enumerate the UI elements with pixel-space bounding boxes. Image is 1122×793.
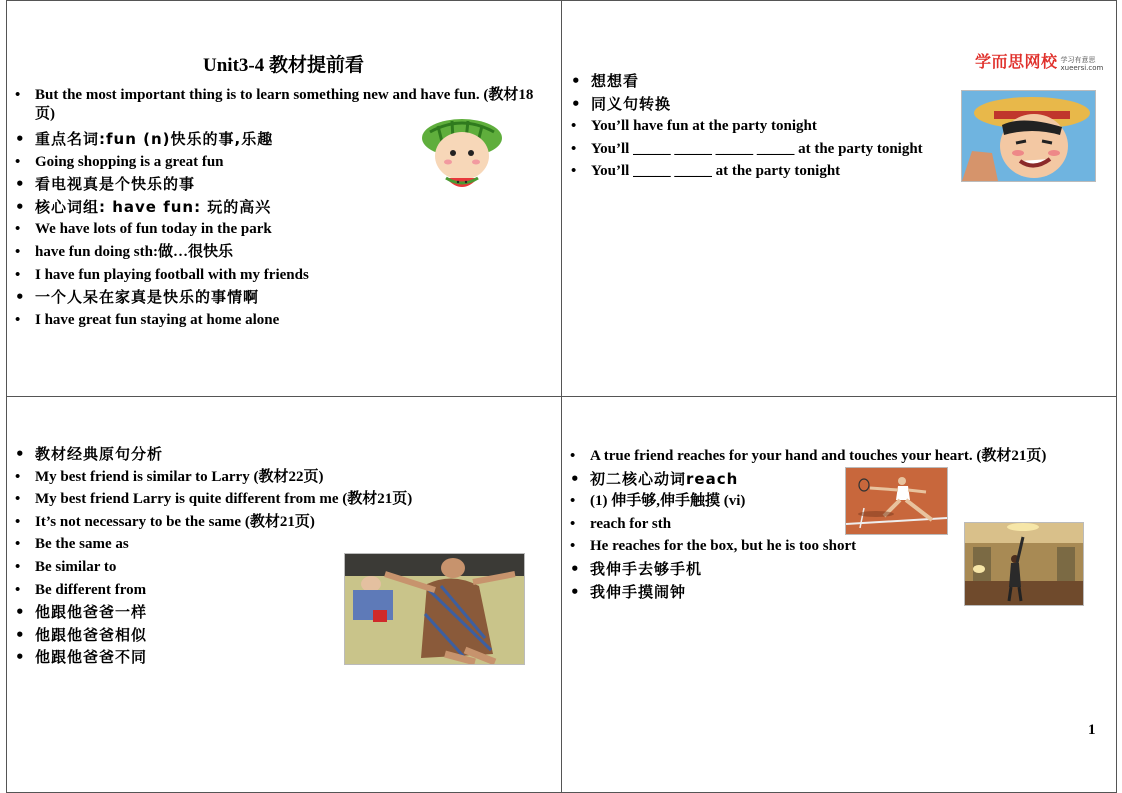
- page-number: 1: [1088, 722, 1096, 738]
- bullet-item: • 初二核心动词reach: [570, 468, 1090, 491]
- bullet-item: • My best friend is similar to Larry (教材22页): [15, 466, 545, 489]
- logo-text: 学而思网校: [975, 52, 1058, 71]
- bullet-item: • Be similar to: [15, 556, 545, 579]
- slide-title: Unit3-4 教材提前看: [203, 55, 364, 76]
- bullet-item: • You’ll _____ _____ at the party tonight: [571, 160, 961, 183]
- bullet-item: • Going shopping is a great fun: [15, 151, 535, 174]
- logo-subtext: [1061, 56, 1104, 72]
- bullet-item: • reach for sth: [570, 513, 1090, 536]
- bullet-item: • 核心词组: have fun: 玩的高兴: [15, 196, 535, 219]
- bullet-item: • He reaches for the box, but he is too short: [570, 535, 1090, 558]
- bullet-item: • 同义句转换: [571, 93, 961, 116]
- horizontal-divider: [6, 396, 1117, 397]
- watermelon-boy-illustration: [420, 118, 504, 196]
- bullet-item: • I have fun playing football with my friends: [15, 264, 535, 287]
- bullet-item: • Be different from: [15, 579, 545, 602]
- tennis-player-photo: [845, 467, 948, 535]
- bullet-item: • 教材经典原句分析: [15, 443, 545, 466]
- bullet-item: • 我伸手去够手机: [570, 558, 1090, 581]
- man-reaching-up-photo: [964, 522, 1084, 606]
- bullet-item: • 他跟他爸爸一样: [15, 601, 545, 624]
- bullet-item: • But the most important thing is to learn something new and have fun. (教材18页): [15, 86, 535, 124]
- bullet-item: • 看电视真是个快乐的事: [15, 173, 535, 196]
- bullet-item: • 一个人呆在家真是快乐的事情啊: [15, 286, 535, 309]
- bullet-item: • You’ll _____ _____ _____ _____ at the party tonight: [571, 138, 961, 161]
- logo-slogan: 学习有意思: [1060, 56, 1096, 64]
- slide-panel-1: [6, 0, 561, 396]
- xueersi-logo: [975, 49, 1103, 72]
- logo-domain: xueersi.com: [1060, 64, 1104, 72]
- bullet-item: • 我伸手摸闹钟: [570, 581, 1090, 604]
- bullet-item: • My best friend Larry is quite different from me (教材21页): [15, 488, 545, 511]
- bullet-item: • have fun doing sth:做…很快乐: [15, 241, 535, 264]
- bullet-item: • We have lots of fun today in the park: [15, 218, 535, 241]
- bullet-item: • 他跟他爸爸不同: [15, 646, 545, 669]
- bullet-item: • You’ll have fun at the party tonight: [571, 115, 961, 138]
- bullet-item: • 他跟他爸爸相似: [15, 624, 545, 647]
- bullet-item: • 想想看: [571, 70, 961, 93]
- bullet-list: [571, 70, 961, 183]
- bullet-item: • I have great fun staying at home alone: [15, 309, 535, 332]
- bullet-item: • 重点名词:fun (n)快乐的事,乐趣: [15, 128, 535, 151]
- bullet-item: • It’s not necessary to be the same (教材21页): [15, 511, 545, 534]
- bullet-item: • (1) 伸手够,伸手触摸 (vi): [570, 490, 1090, 513]
- anime-character-image: [961, 90, 1096, 182]
- bullet-item: • A true friend reaches for your hand and touches your heart. (教材21页): [570, 445, 1090, 468]
- bullet-item: • Be the same as: [15, 533, 545, 556]
- sleeping-father-and-baby-photo: [344, 553, 525, 665]
